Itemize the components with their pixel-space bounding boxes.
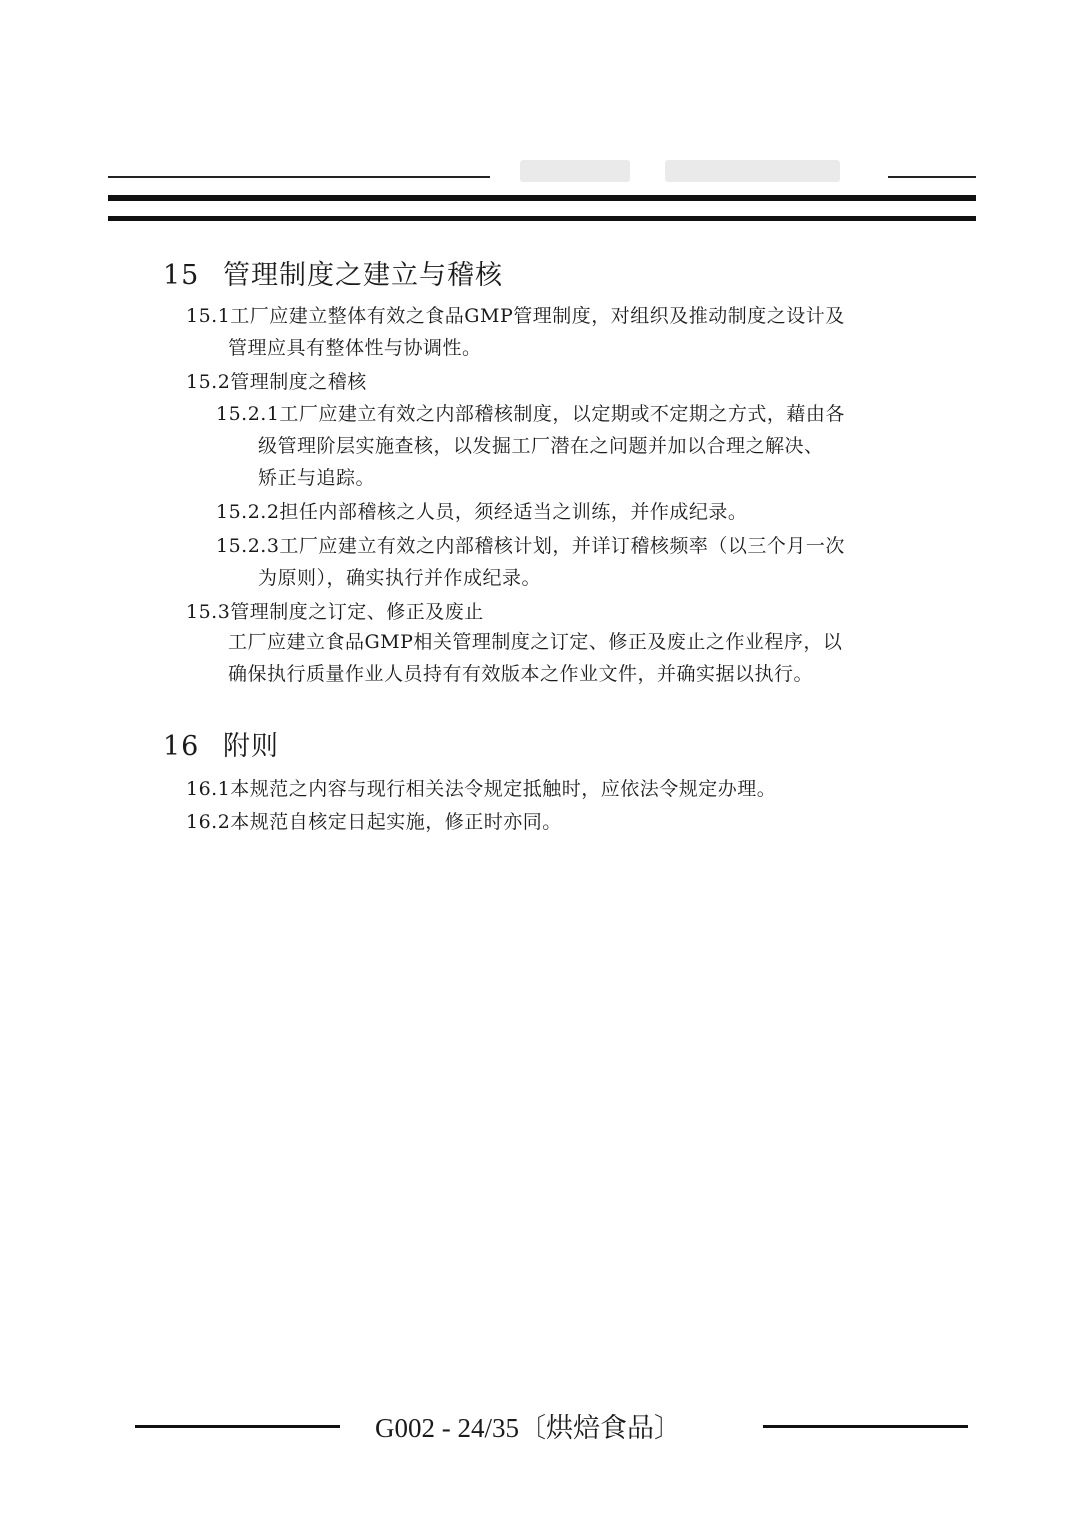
footer-rule-left <box>135 1425 340 1428</box>
clause-15-3-line-2: 确保执行质量作业人员持有有效版本之作业文件，并确实据以执行。 <box>228 663 814 685</box>
clause-15-2-2: 15.2.2担任内部稽核之人员，须经适当之训练，并作成纪录。 <box>216 501 748 523</box>
clause-15-2-1-line-2: 级管理阶层实施查核，以发掘工厂潜在之问题并加以合理之解决、 <box>258 435 824 457</box>
header-rule-bold-second <box>108 216 976 221</box>
section-number: 15 <box>163 260 200 291</box>
header-rule-thin-right <box>888 176 976 178</box>
clause-15-1-line-1: 15.1工厂应建立整体有效之食品GMP管理制度，对组织及推动制度之设计及 <box>186 305 845 327</box>
clause-15-2-3-line-1: 15.2.3工厂应建立有效之内部稽核计划，并详订稽核频率（以三个月一次 <box>216 535 845 557</box>
section-heading-16 <box>163 724 279 763</box>
section-title: 管理制度之建立与稽核 <box>223 260 503 291</box>
footer-rule-right <box>763 1425 968 1428</box>
clause-16-1: 16.1本规范之内容与现行相关法令规定抵触时，应依法令规定办理。 <box>186 778 777 800</box>
section-number: 16 <box>163 731 200 762</box>
clause-15-2-1-line-1: 15.2.1工厂应建立有效之内部稽核制度，以定期或不定期之方式，藉由各 <box>216 403 845 425</box>
clause-15-3-heading: 15.3管理制度之订定、修正及废止 <box>186 601 484 623</box>
clause-15-2-heading: 15.2管理制度之稽核 <box>186 371 367 393</box>
clause-15-1-line-2: 管理应具有整体性与协调性。 <box>228 337 482 359</box>
section-title: 附则 <box>223 731 279 762</box>
header-faded-mark <box>520 160 630 182</box>
header-rule-bold <box>108 195 976 201</box>
clause-15-2-1-line-3: 矫正与追踪。 <box>258 467 376 489</box>
section-heading-15 <box>163 253 503 292</box>
header-faded-mark <box>665 160 840 182</box>
clause-15-3-line-1: 工厂应建立食品GMP相关管理制度之订定、修正及废止之作业程序，以 <box>228 631 843 653</box>
page-footer: G002 - 24/35〔烘焙食品〕 <box>375 1413 681 1443</box>
header-rule-thin-left <box>108 176 490 178</box>
clause-16-2: 16.2本规范自核定日起实施，修正时亦同。 <box>186 811 562 833</box>
clause-15-2-3-line-2: 为原则），确实执行并作成纪录。 <box>258 567 542 589</box>
